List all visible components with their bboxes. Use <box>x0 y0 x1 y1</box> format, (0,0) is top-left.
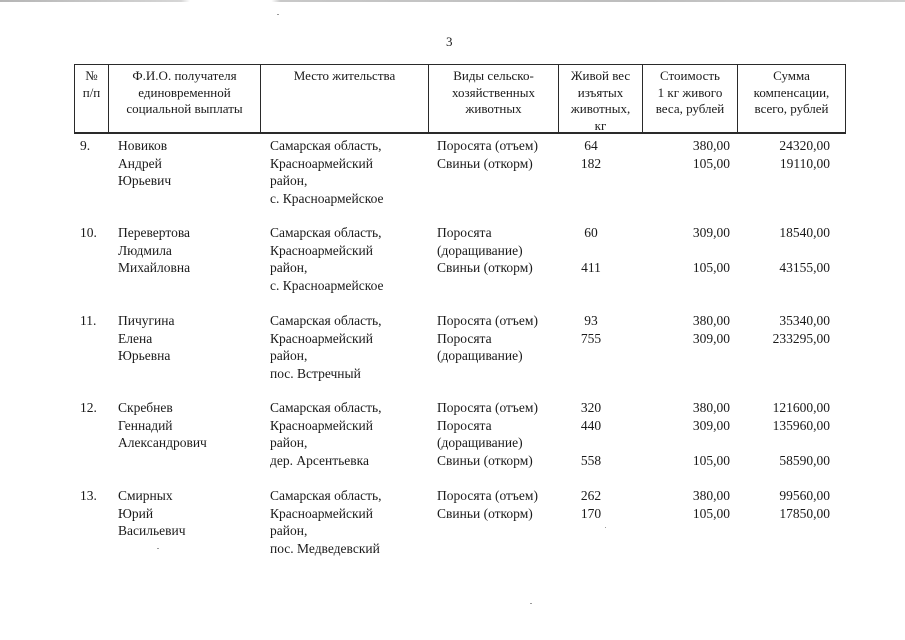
live-weight: 440 <box>580 417 602 433</box>
compensation-sum-cell <box>740 487 830 557</box>
header-line: Место жительства <box>293 68 396 83</box>
compensation-sum <box>740 242 830 260</box>
live-weight-cell <box>560 312 622 382</box>
cost-per-kg <box>660 277 730 295</box>
live-weight <box>560 347 622 365</box>
header-animal-type <box>429 65 559 133</box>
residence: район, <box>270 523 308 538</box>
residence: дер. Арсентьевка <box>270 452 370 468</box>
compensation-sum <box>740 434 830 452</box>
residence: Красноармейский <box>270 330 374 346</box>
residence: Красноармейский <box>270 417 374 433</box>
residence-cell <box>270 137 384 207</box>
compensation-sum: 58590,00 <box>779 452 830 468</box>
compensation-sum: 18540,00 <box>779 225 830 240</box>
header-line: Виды сельско- <box>453 68 534 83</box>
animal-type-cell <box>437 224 533 294</box>
animal-type <box>437 522 538 540</box>
cost-per-kg-cell <box>660 312 730 382</box>
live-weight: 558 <box>580 452 602 468</box>
recipient-name: Людмила <box>118 242 172 258</box>
recipient-name-cell <box>118 224 190 277</box>
header-live-weight <box>559 65 643 133</box>
animal-type: Поросята (отъем) <box>437 400 538 415</box>
recipient-name-cell <box>118 312 175 365</box>
header-line: всего, рублей <box>754 101 829 116</box>
animal-type <box>437 172 538 190</box>
live-weight: 262 <box>580 488 602 503</box>
compensation-sum: 43155,00 <box>779 260 830 275</box>
residence-cell <box>270 487 382 557</box>
compensation-sum-cell <box>740 224 830 294</box>
residence-cell <box>270 312 382 382</box>
header-line: Живой вес <box>570 68 631 83</box>
live-weight <box>560 277 622 295</box>
live-weight-cell <box>560 137 622 207</box>
compensation-sum-cell <box>740 312 830 382</box>
animal-type-cell <box>437 399 538 469</box>
cost-per-kg-cell <box>660 137 730 207</box>
recipient-name: Геннадий <box>118 417 173 433</box>
residence: Самарская область, <box>270 313 382 328</box>
row-number-cell <box>80 312 96 330</box>
live-weight-cell <box>560 224 622 294</box>
header-line: Стоимость <box>660 68 720 83</box>
header-line: 1 кг живого <box>657 84 723 100</box>
page-number: 3 <box>446 34 453 49</box>
cost-per-kg: 380,00 <box>692 138 730 153</box>
recipient-name: Елена <box>118 330 153 346</box>
compensation-sum: 121600,00 <box>772 400 830 415</box>
compensation-sum: 35340,00 <box>779 313 830 328</box>
header-line: единовременной <box>138 84 231 100</box>
residence: район, <box>270 260 308 275</box>
row-number-cell <box>80 399 97 417</box>
animal-type: (доращивание) <box>437 348 523 363</box>
compensation-sum: 233295,00 <box>772 330 830 346</box>
residence: Самарская область, <box>270 138 382 153</box>
recipient-name: Смирных <box>118 488 173 503</box>
compensation-sum: 99560,00 <box>779 488 830 503</box>
header-name <box>109 65 261 133</box>
compensation-sum <box>740 347 830 365</box>
live-weight <box>560 365 622 383</box>
live-weight: 411 <box>581 260 601 275</box>
header-total-sum <box>738 65 845 133</box>
header-line: веса, рублей <box>655 101 725 116</box>
recipient-name: Андрей <box>118 155 162 171</box>
cost-per-kg-cell <box>660 224 730 294</box>
recipient-name: Перевертова <box>118 225 191 240</box>
cost-per-kg <box>660 522 730 540</box>
animal-type-cell <box>437 137 538 207</box>
live-weight: 182 <box>580 155 602 171</box>
recipient-name: Пичугина <box>118 313 175 328</box>
live-weight: 170 <box>580 505 602 521</box>
row-number-cell <box>80 487 97 505</box>
recipient-name: Новиков <box>118 138 168 153</box>
compensation-sum <box>740 540 830 558</box>
scan-speck <box>157 548 159 549</box>
compensation-sum <box>740 522 830 540</box>
animal-type: Свиньи (откорм) <box>437 155 533 171</box>
cost-per-kg: 105,00 <box>692 452 730 468</box>
compensation-sum-cell <box>740 137 830 207</box>
compensation-sum <box>740 365 830 383</box>
header-line: Сумма <box>773 68 810 83</box>
row-number: 9. <box>80 138 91 153</box>
animal-type: Поросята (отъем) <box>437 488 538 503</box>
residence: Красноармейский <box>270 242 374 258</box>
recipient-name: Михайловна <box>118 260 191 275</box>
animal-type: Поросята <box>437 330 492 346</box>
compensation-sum: 17850,00 <box>779 505 830 521</box>
cost-per-kg: 380,00 <box>692 400 730 415</box>
cost-per-kg <box>660 347 730 365</box>
header-line: № <box>85 68 98 83</box>
live-weight: 93 <box>584 313 598 328</box>
compensation-sum <box>740 277 830 295</box>
header-line: п/п <box>82 84 101 100</box>
live-weight <box>560 522 622 540</box>
header-cost-per-kg <box>643 65 738 133</box>
animal-type: Свиньи (откорм) <box>437 452 533 468</box>
scan-speck <box>530 603 532 604</box>
header-line: хозяйственных <box>451 84 535 100</box>
live-weight: 320 <box>580 400 602 415</box>
residence: с. Красноармейское <box>270 277 384 293</box>
cost-per-kg <box>660 172 730 190</box>
animal-type: Свиньи (откорм) <box>437 505 533 521</box>
residence: с. Красноармейское <box>270 190 384 206</box>
animal-type: (доращивание) <box>437 242 523 258</box>
cost-per-kg <box>660 434 730 452</box>
residence-cell <box>270 399 382 469</box>
animal-type-cell <box>437 487 538 557</box>
animal-type <box>437 277 533 295</box>
header-address <box>261 65 429 133</box>
live-weight: 64 <box>584 138 598 153</box>
recipient-name: Юрий <box>118 505 154 521</box>
cost-per-kg <box>660 540 730 558</box>
compensation-sum: 19110,00 <box>779 155 830 171</box>
animal-type: (доращивание) <box>437 435 523 450</box>
animal-type-cell <box>437 312 538 382</box>
live-weight <box>560 434 622 452</box>
cost-per-kg: 105,00 <box>692 505 730 521</box>
live-weight: 755 <box>580 330 602 346</box>
cost-per-kg: 380,00 <box>692 488 730 503</box>
cost-per-kg: 309,00 <box>692 417 730 433</box>
cost-per-kg <box>660 365 730 383</box>
table-header <box>74 64 846 134</box>
recipient-name: Васильевич <box>118 523 186 538</box>
header-line: Ф.И.О. получателя <box>132 68 237 83</box>
animal-type <box>437 190 538 208</box>
cost-per-kg-cell <box>660 487 730 557</box>
animal-type: Поросята (отъем) <box>437 313 538 328</box>
animal-type: Поросята <box>437 225 492 240</box>
cost-per-kg: 105,00 <box>692 260 730 275</box>
recipient-name: Александрович <box>118 435 207 450</box>
cost-per-kg <box>660 190 730 208</box>
residence: район, <box>270 348 308 363</box>
cost-per-kg: 309,00 <box>692 330 730 346</box>
row-number-cell <box>80 224 97 242</box>
live-weight <box>560 242 622 260</box>
compensation-sum <box>740 172 830 190</box>
recipient-name-cell <box>118 399 207 452</box>
residence: район, <box>270 173 308 188</box>
residence: пос. Медведевский <box>270 540 380 556</box>
animal-type: Поросята <box>437 417 492 433</box>
cost-per-kg-cell <box>660 399 730 469</box>
header-line: животных, <box>570 101 631 116</box>
compensation-sum: 135960,00 <box>772 417 830 433</box>
residence-cell <box>270 224 384 294</box>
recipient-name: Юрьевна <box>118 348 171 363</box>
animal-type <box>437 365 538 383</box>
cost-per-kg: 309,00 <box>692 225 730 240</box>
residence: пос. Встречный <box>270 365 361 381</box>
cost-per-kg: 105,00 <box>692 155 730 171</box>
row-number: 10. <box>80 225 97 240</box>
live-weight <box>560 190 622 208</box>
live-weight-cell <box>560 399 622 469</box>
residence: Самарская область, <box>270 488 382 503</box>
compensation-sum: 24320,00 <box>779 138 830 153</box>
compensation-sum-cell <box>740 399 830 469</box>
scan-speck <box>277 14 279 15</box>
row-number: 12. <box>80 400 97 415</box>
animal-type: Поросята (отъем) <box>437 138 538 153</box>
cost-per-kg <box>660 242 730 260</box>
live-weight <box>560 172 622 190</box>
recipient-name-cell <box>118 137 171 190</box>
live-weight-cell <box>560 487 622 557</box>
header-line: изъятых <box>577 84 624 100</box>
scan-edge <box>0 0 905 2</box>
live-weight <box>560 540 622 558</box>
residence: Самарская область, <box>270 400 382 415</box>
header-line: компенсации, <box>753 84 830 100</box>
cost-per-kg: 380,00 <box>692 313 730 328</box>
header-line: животных <box>465 101 522 116</box>
animal-type <box>437 540 538 558</box>
row-number-cell <box>80 137 90 155</box>
row-number: 13. <box>80 488 97 503</box>
residence: район, <box>270 435 308 450</box>
live-weight: 60 <box>584 225 598 240</box>
row-number: 11. <box>80 313 97 328</box>
recipient-name-cell <box>118 487 186 540</box>
animal-type: Свиньи (откорм) <box>437 260 533 275</box>
header-line: социальной выплаты <box>126 101 243 116</box>
recipient-name: Юрьевич <box>118 173 172 188</box>
compensation-sum <box>740 190 830 208</box>
residence: Самарская область, <box>270 225 382 240</box>
header-num <box>75 65 109 133</box>
residence: Красноармейский <box>270 155 374 171</box>
recipient-name: Скребнев <box>118 400 173 415</box>
residence: Красноармейский <box>270 505 374 521</box>
header-line: кг <box>594 117 607 133</box>
